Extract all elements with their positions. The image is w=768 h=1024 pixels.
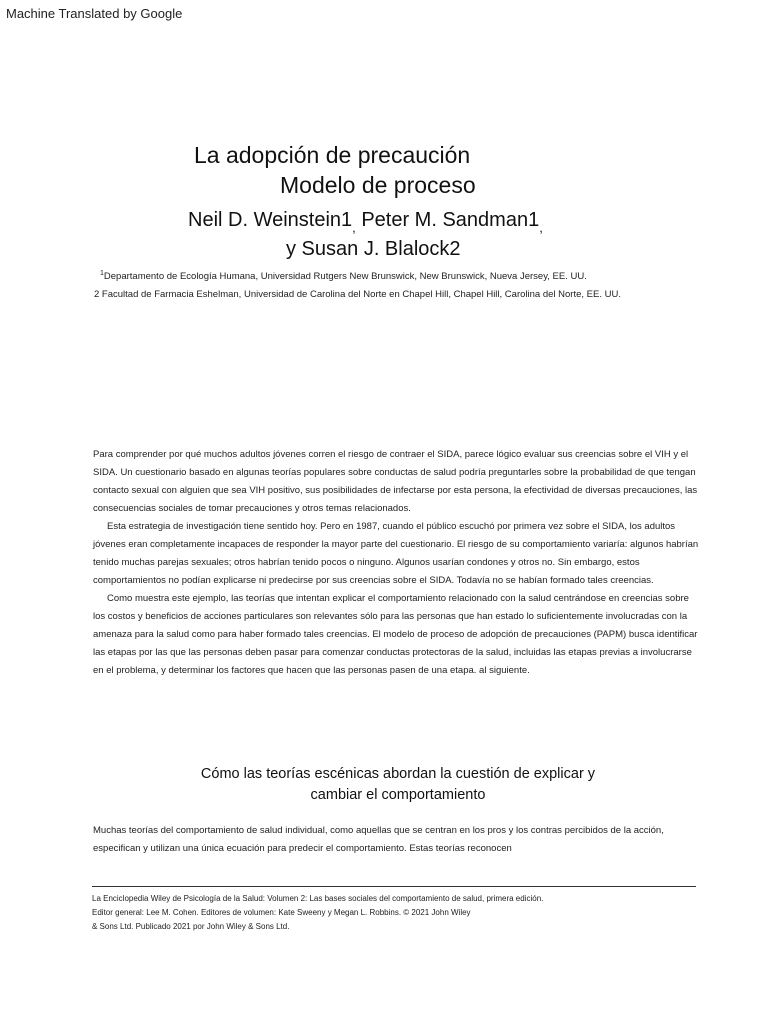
footer-line-1: La Enciclopedia Wiley de Psicología de la Salud: Volumen 2: Las bases sociales del comportamiento de salud, primera edición. [92,894,544,903]
footer-line-3: & Sons Ltd. Publicado 2021 por John Wiley & Sons Ltd. [92,922,290,931]
section-heading-line-2: cambiar el comportamiento [310,787,486,803]
author-sandman: Peter M. Sandman1 [355,209,540,231]
footer-line-2: Editor general: Lee M. Cohen. Editores de volumen: Kate Sweeny y Megan L. Robbins. © 2021 John Wiley [92,908,471,917]
section-heading [93,764,703,806]
abstract [93,446,703,680]
author-separator: , [539,220,543,235]
title-line-1: La adopción de precaución [194,142,471,168]
affiliation-1 [100,270,587,282]
author-weinstein: Neil D. Weinstein1 [188,209,353,231]
footnote-divider [92,886,696,887]
section-body-paragraph: Muchas teorías del comportamiento de salud individual, como aquellas que se centran en los pros y los contras percibidos de la acción, especifican y utilizan una única ecuación para predecir el comportamiento. Estas teorías reconocen [93,825,664,854]
abstract-paragraph: Para comprender por qué muchos adultos jóvenes corren el riesgo de contraer el SIDA, parece lógico evaluar sus creencias sobre el VIH y el SIDA. Un cuestionario basado en algunas teorías populares sobre conductas de salud podría preguntarles sobre la probabilidad de que tengan contacto sexual con alguien que sea VIH positivo, sus posibilidades de infectarse por esta persona, la efectividad de diversas precauciones, las consecuencias sociales de tomar precauciones y otros temas relacionados. [93,449,698,514]
affiliation-2: 2 Facultad de Farmacia Eshelman, Universidad de Carolina del Norte en Chapel Hill, Chapel Hill, Carolina del Norte, EE. UU. [94,289,621,300]
machine-translation-banner: Machine Translated by Google [6,6,183,21]
section-heading-line-1: Cómo las teorías escénicas abordan la cuestión de explicar y [200,766,596,782]
title-line-2: Modelo de proceso [280,172,476,198]
author-separator: , [352,220,356,235]
affiliation-marker: 1 [100,270,104,277]
authors-line-2: y Susan J. Blalock2 [286,238,461,260]
abstract-paragraph: Como muestra este ejemplo, las teorías que intentan explicar el comportamiento relacionado con la salud centrándose en creencias sobre los costos y beneficios de acciones particulares son relevantes sólo para las personas que han estado lo suficientemente involucradas con la amenaza para la salud como para haber formado tales creencias. El modelo de proceso de adopción de precauciones (PAPM) busca identificar las etapas por las que las personas deben pasar para comenzar conductas protectoras de la salud, incluidas las etapas previas a involucrarse en el problema, y determinar los factores que hacen que las personas pasen de una etapa. al siguiente. [93,593,698,676]
abstract-paragraph: Esta estrategia de investigación tiene sentido hoy. Pero en 1987, cuando el público escuchó por primera vez sobre el SIDA, los adultos jóvenes eran completamente incapaces de responder la mayor parte del cuestionario. El riesgo de su comportamiento variaría: algunos habrían tenido muchas parejas sexuales; otros habrían tenido pocos o ninguno. Algunos usarían condones y otros no. Sin embargo, estos comportamientos no podían explicarse ni predecirse por sus creencias sobre el SIDA. Todavía no se habían formado tales creencias. [93,521,699,586]
affiliation-text: Departamento de Ecología Humana, Universidad Rutgers New Brunswick, New Brunswick, Nueva Jersey, EE. UU. [103,271,587,283]
